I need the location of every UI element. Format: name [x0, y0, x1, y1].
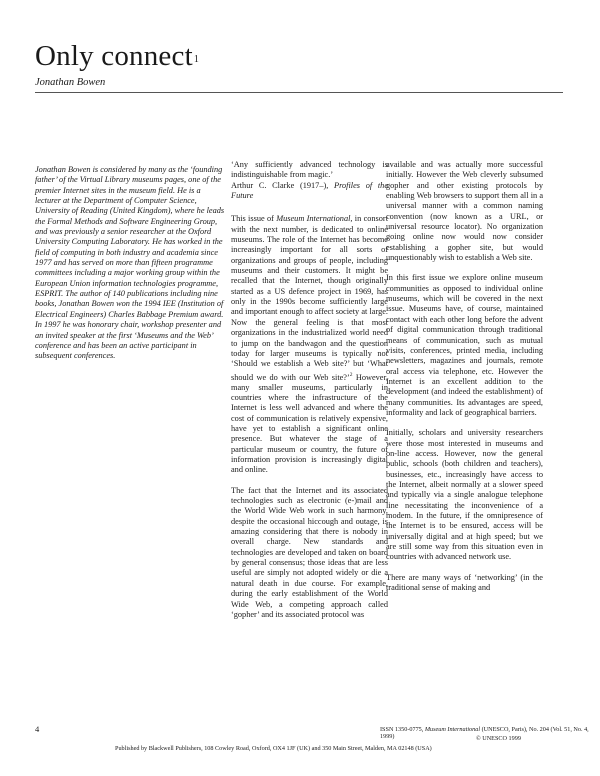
paragraph: available and was actually more successful initially. However the Web cleverly subsumed gopher and other existing protocols by enabling Web browsers to support them all in a universal manner with a common naming convention (now known as a URL, or universal resource locator). No organization going online now would now consider establishing a gopher site, but would unquestionably wish to establish a Web site. — [386, 160, 543, 263]
author-bio: Jonathan Bowen is considered by many as the ‘founding father’ of the Virtual Library museums pages, one of the premier Internet sites in the museum field. He is a lecturer at the Department of Computer Science, University of Reading (United Kingdom), where he leads the Formal Methods and Software Engineering Group, and was previously a senior researcher at the Oxford University Computing Laboratory. He has worked in the field of computing in both industry and academia since 1977 and has served on more than fifteen programme committees including a major working group within the European Union information technologies programme, ESPRIT. The author of 140 publications including nine books, Jonathan Bowen won the 1994 IEE (Institution of Electrical Engineers) Charles Babbage Premium award. In 1997 he was honorary chair, workshop presenter and an invited speaker at the first ‘Museums and the Web’ conference and has been an active participant in subsequent conferences. — [35, 165, 225, 361]
journal-title: Museum International — [276, 214, 351, 224]
epigraph-author: Arthur C. Clarke (1917–), — [231, 180, 329, 190]
footnote-marker[interactable]: 2 — [349, 371, 353, 378]
epigraph-text: ‘Any sufficiently advanced technology is indistinguishable from magic.’ — [231, 160, 388, 180]
epigraph-source — [231, 181, 388, 202]
header-divider — [35, 92, 563, 93]
issn-text: ISSN 1350-0775, — [380, 726, 425, 733]
body-column-3 — [386, 160, 543, 603]
title-footnote-marker[interactable]: 1 — [193, 54, 200, 65]
body-column-2 — [231, 160, 388, 630]
paragraph — [231, 214, 388, 475]
issn-journal: Museum International — [424, 726, 481, 733]
paragraph-text: , in consort with the next number, is dedicated to online museums. The role of the Internet has become increasingly important for all sorts of organizations and groups of people, including museums and their customers. It might be recalled that the Internet, though originally started as a US defence project in 1969, has only in the 1990s become sufficiently large and important enough to affect society at large. Now the general feeling is that most organizations in the industrialized world need to jump on the bandwagon and the question today for larger museums is typically not ‘Should we establish a Web site?’ but ‘What should we do with our Web site?’ — [231, 214, 388, 382]
article-title-text: Only connect — [35, 40, 193, 72]
paragraph: There are many ways of ‘networking’ (in the traditional sense of making and — [386, 572, 543, 593]
author-name: Jonathan Bowen — [35, 77, 106, 88]
paragraph: In this first issue we explore online museum communities as opposed to individual online museums, which will be covered in the next issue. Museums have, of course, maintained contact with each other long before the advent of digital communication through traditional means of communication, such as mutual visits, conferences, printed media, including newsletters, magazines and journals, remote oral access via telephone, etc. However the Internet is an excellent addition to the development (and indeed the establishment) of many communities. Its advantages are speed, informality and lack of geographical barriers. — [386, 273, 543, 417]
copyright-line: © UNESCO 1999 — [476, 735, 521, 742]
paragraph: The fact that the Internet and its associated technologies such as electronic (e-)mail and the World Wide Web work in such harmony, despite the occasional hiccough and outage, is amazing considering that there is nobody in overall charge. New standards and technologies are developed and taken on board by general consensus; those ideas that are less useful are simply not adopted widely or die a natural death in due course. For example, during the early establishment of the World Wide Web, a competing approach called ‘gopher’ and its associated protocol was — [231, 485, 388, 619]
issn-details: (UNESCO, Paris), No. 204 (Vol. 51, No. 4, 1999) — [380, 726, 589, 740]
publisher-line: Published by Blackwell Publishers, 108 Cowley Road, Oxford, OX4 1JF (UK) and 350 Main Street, Malden, MA 02148 (USA) — [115, 745, 432, 752]
epigraph-work: Profiles of the Future — [231, 180, 388, 201]
paragraph-text: This issue of — [231, 214, 277, 224]
page-number: 4 — [35, 724, 40, 734]
epigraph — [231, 160, 388, 201]
article-title — [35, 40, 199, 72]
paragraph: Initially, scholars and university researchers were those most interested in museums and on-line access. However, now the general public, schools (both children and teachers), businesses, etc., increasingly have access to the Internet, albeit normally at a slower speed and typically via a single analogue telephone line necessitating the inconvenience of a modem. In the future, if the omnipresence of the Internet is to be ensured, access will be universally digital and at high speed; but we are still some way from this situation even in countries with advanced network use. — [386, 428, 543, 562]
paragraph-text: However, many smaller museums, particularly in countries where the infrastructure of the Internet is less well advanced and where the cost of communication is relatively expensive, have yet to establish a significant online presence. But whatever the stage of a particular museum or country, the future of information provision is increasingly digital and online. — [231, 372, 388, 475]
